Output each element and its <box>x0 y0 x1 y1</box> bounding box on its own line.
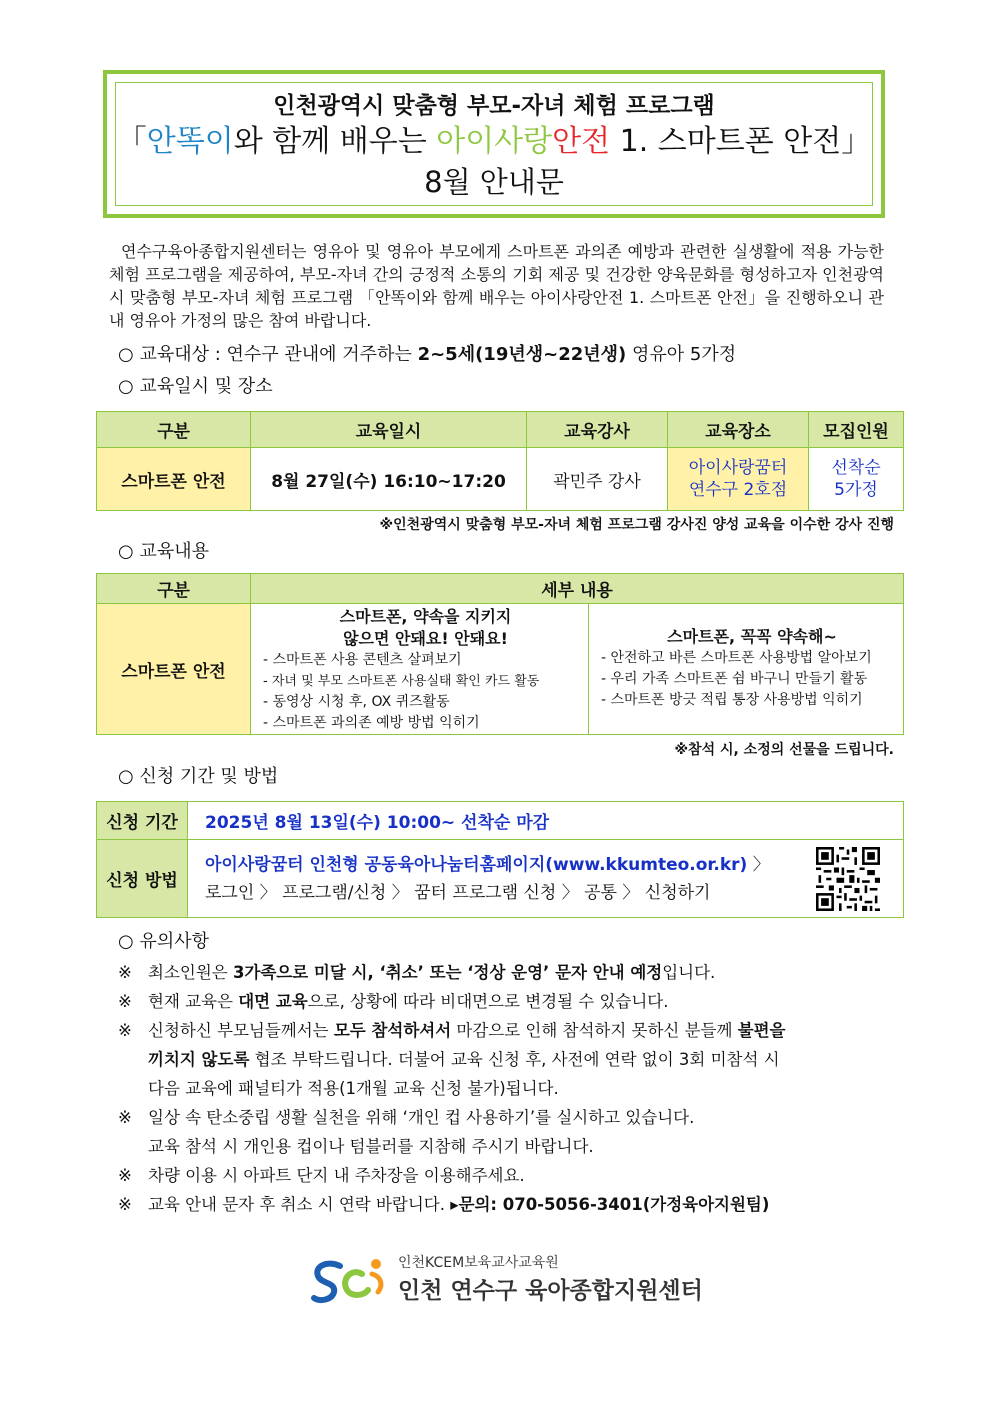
qr-code-icon[interactable] <box>815 847 881 911</box>
caution-text: 현재 교육은 <box>148 992 239 1011</box>
logo-line2: 인천 연수구 육아종합지원센터 <box>398 1278 703 1304</box>
caution-mark: ※ <box>118 992 132 1011</box>
title-line2 <box>116 123 872 161</box>
caution-contact: ▸문의: 070-5056-3401(가정육아지원팀) <box>450 1195 770 1214</box>
right-item: - 우리 가족 스마트폰 쉼 바구니 만들기 활동 <box>601 671 868 687</box>
bullet-mark: ○ <box>118 344 134 365</box>
apply-period-label: 신청 기간 <box>97 802 188 840</box>
caution-bold: 3가족으로 미달 시, ‘취소’ 또는 ‘정상 운영’ 문자 안내 예정 <box>232 963 663 982</box>
caution-mark: ※ <box>118 1021 132 1040</box>
caution-bold: 끼치지 않도록 <box>148 1050 250 1069</box>
left-item: - 스마트폰 과의존 예방 방법 익히기 <box>263 715 480 731</box>
title-end: 1. 스마트폰 안전」 <box>610 124 872 159</box>
schedule-header: 교육장소 <box>668 412 809 448</box>
center-logo <box>310 1250 703 1310</box>
schedule-header: 교육강사 <box>527 412 668 448</box>
title-antokki: 안똑이 <box>146 124 234 159</box>
place-line2: 연수구 2호점 <box>688 480 788 500</box>
caution-text: 다음 교육에 패널티가 적용(1개월 교육 신청 불가)됩니다. <box>148 1079 559 1098</box>
title-line1: 인천광역시 맞춤형 부모-자녀 체험 프로그램 <box>273 93 715 119</box>
caution-text: 차량 이용 시 아파트 단지 내 주차장을 이용해주세요. <box>148 1166 525 1185</box>
logo-line1: 인천KCEM보육교사교육원 <box>398 1255 559 1271</box>
apply-table <box>96 801 904 918</box>
content-header-row <box>97 574 904 604</box>
apply-link[interactable]: 아이사랑꿈터 인천형 공동육아나눔터홈페이지(www.kkumteo.or.kr) <box>205 854 748 875</box>
right-item: - 스마트폰 방긋 적립 통장 사용방법 익히기 <box>601 692 863 708</box>
apply-heading: ○ 신청 기간 및 방법 <box>118 766 279 787</box>
content-table <box>96 573 904 735</box>
schedule-header: 교육일시 <box>251 412 527 448</box>
caution-mark: ※ <box>118 1195 132 1214</box>
caution-text: 신청하신 부모님들께서는 <box>148 1021 334 1040</box>
caution-text: 일상 속 탄소중립 생활 실천을 위해 ‘개인 컵 사용하기’를 실시하고 있습니다. <box>148 1108 695 1127</box>
caution-text: 입니다. <box>662 963 716 982</box>
title-mid: 와 함께 배우는 <box>233 124 437 159</box>
apply-period-value: 2025년 8월 13일(수) 10:00~ 선착순 마감 <box>188 802 904 840</box>
intro-paragraph: 연수구육아종합지원센터는 영유아 및 영유아 부모에게 스마트폰 과의존 예방과 관련한 실생활에 적용 가능한 체험 프로그램을 제공하여, 부모-자녀 간의 긍정적 소통의 기회 제공 및 건강한 양육문화를 형성하고자 인천광역시 맞춤형 부모-자녀 체험 프로그램 「안똑이와 함께 배우는 아이사랑안전 1. 스마트폰 안전」을 진행하오니 관내 영유아 가정의 많은 참여 바랍니다. <box>109 242 884 330</box>
caution-item <box>118 1016 878 1103</box>
title-line3: 8월 안내문 <box>424 165 564 199</box>
caution-text: 최소인원은 <box>148 963 233 982</box>
left-item: - 스마트폰 사용 콘텐츠 살펴보기 <box>263 652 462 668</box>
schedule-datetime: 8월 27일(수) 16:10~17:20 <box>251 448 527 511</box>
content-right <box>589 604 904 735</box>
title-aisarang: 아이사랑 <box>436 124 553 159</box>
left-title-1: 스마트폰, 약속을 지키지 <box>339 607 512 626</box>
caution-heading: ○ 유의사항 <box>118 931 209 952</box>
title-anjeon: 안전 <box>552 124 611 159</box>
apply-steps: 로그인 〉 프로그램/신청 〉 꿈터 프로그램 신청 〉 공통 〉 신청하기 <box>205 882 711 903</box>
schedule-header-row <box>97 412 904 448</box>
caution-item <box>118 1190 878 1219</box>
schedule-row <box>97 448 904 511</box>
content-heading: ○ 교육내용 <box>118 541 209 562</box>
caution-text: 으로, 상황에 따라 비대면으로 변경될 수 있습니다. <box>307 992 669 1011</box>
left-item: - 동영상 시청 후, OX 퀴즈활동 <box>263 694 450 710</box>
caution-bold: 모두 참석하셔서 <box>333 1021 452 1040</box>
schedule-heading: ○ 교육일시 및 장소 <box>118 376 273 397</box>
caution-mark: ※ <box>118 1166 132 1185</box>
caution-bold: 대면 교육 <box>238 992 308 1011</box>
target-line <box>118 343 736 367</box>
target-suffix: 영유아 5가정 <box>626 344 737 365</box>
schedule-instructor: 곽민주 강사 <box>527 448 668 511</box>
schedule-header: 모집인원 <box>809 412 904 448</box>
content-left <box>251 604 589 735</box>
apply-period-row <box>97 802 904 840</box>
target-age: 2~5세(19년생~22년생) <box>417 344 627 365</box>
cautions-list <box>118 958 878 1219</box>
content-note: ※참석 시, 소정의 선물을 드립니다. <box>674 742 894 758</box>
title-inner <box>115 82 873 206</box>
content-header: 구분 <box>97 574 251 604</box>
caution-text: 교육 참석 시 개인용 컵이나 텀블러를 지참해 주시기 바랍니다. <box>148 1137 594 1156</box>
caution-item <box>118 987 878 1016</box>
right-title: 스마트폰, 꼭꼭 약속해~ <box>667 627 837 646</box>
title-bracket: 「 <box>116 124 147 159</box>
caution-mark: ※ <box>118 963 132 982</box>
title-box <box>103 70 885 218</box>
caution-text: 교육 안내 문자 후 취소 시 연락 바랍니다. <box>148 1195 451 1214</box>
schedule-table <box>96 411 904 511</box>
quota-line2: 5가정 <box>834 480 878 500</box>
schedule-category: 스마트폰 안전 <box>97 448 251 511</box>
schedule-quota <box>809 448 904 511</box>
content-header: 세부 내용 <box>251 574 904 604</box>
caution-bold: 불편을 <box>737 1021 786 1040</box>
caution-text: 협조 부탁드립니다. 더불어 교육 신청 후, 사전에 연락 없이 3회 미참석 시 <box>249 1050 780 1069</box>
logo-mark-icon <box>310 1252 390 1308</box>
quota-line1: 선착순 <box>831 458 881 478</box>
schedule-place <box>668 448 809 511</box>
caution-mark: ※ <box>118 1108 132 1127</box>
caution-item <box>118 1103 878 1161</box>
apply-method-label: 신청 방법 <box>97 840 188 918</box>
left-title-2: 않으면 안돼요! 안돼요! <box>343 629 508 648</box>
apply-arrow: 〉 <box>747 854 770 875</box>
apply-method-row <box>97 840 904 918</box>
content-row <box>97 604 904 735</box>
caution-item <box>118 958 878 987</box>
place-line1: 아이사랑꿈터 <box>688 458 788 478</box>
apply-method-value <box>188 840 904 918</box>
left-item: - 자녀 및 부모 스마트폰 사용실태 확인 카드 활동 <box>263 674 540 689</box>
schedule-note: ※인천광역시 맞춤형 부모-자녀 체험 프로그램 강사진 양성 교육을 이수한 강사 진행 <box>379 517 894 533</box>
schedule-header: 구분 <box>97 412 251 448</box>
right-item: - 안전하고 바른 스마트폰 사용방법 알아보기 <box>601 650 872 666</box>
target-prefix: 교육대상 : 연수구 관내에 거주하는 <box>139 344 418 365</box>
caution-text: 마감으로 인해 참석하지 못하신 분들께 <box>451 1021 738 1040</box>
caution-item <box>118 1161 878 1190</box>
content-category: 스마트폰 안전 <box>97 604 251 735</box>
